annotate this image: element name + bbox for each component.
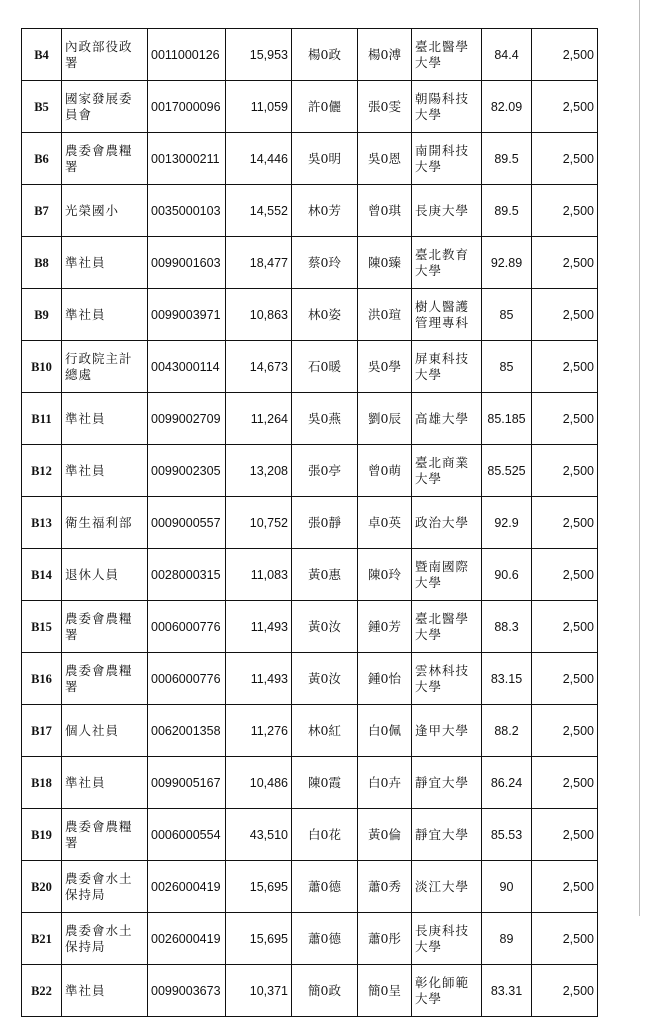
- unit-name: 準社員: [62, 965, 148, 1017]
- member-name: 白0花: [292, 809, 358, 861]
- row-number: B15: [22, 601, 62, 653]
- student-name: 蕭0彤: [358, 913, 412, 965]
- average-score: 85.525: [482, 445, 532, 497]
- average-score: 85.185: [482, 393, 532, 445]
- school-name: 暨南國際大學: [412, 549, 482, 601]
- school-name: 淡江大學: [412, 861, 482, 913]
- table-row: [22, 133, 598, 185]
- share-amount: 43,510: [226, 809, 292, 861]
- student-name: 白0佩: [358, 705, 412, 757]
- student-name: 鍾0芳: [358, 601, 412, 653]
- member-code: 0006000554: [148, 809, 226, 861]
- table-row: [22, 549, 598, 601]
- share-amount: 14,446: [226, 133, 292, 185]
- student-name: 陳0玲: [358, 549, 412, 601]
- member-code: 0006000776: [148, 653, 226, 705]
- average-score: 85: [482, 289, 532, 341]
- table-row: [22, 757, 598, 809]
- student-name: 吳0學: [358, 341, 412, 393]
- member-name: 吳0明: [292, 133, 358, 185]
- unit-name: 內政部役政署: [62, 29, 148, 81]
- unit-name: 行政院主計總處: [62, 341, 148, 393]
- award-amount: 2,500: [532, 237, 598, 289]
- row-number: B11: [22, 393, 62, 445]
- average-score: 83.31: [482, 965, 532, 1017]
- award-amount: 2,500: [532, 185, 598, 237]
- row-number: B22: [22, 965, 62, 1017]
- share-amount: 15,953: [226, 29, 292, 81]
- share-amount: 14,552: [226, 185, 292, 237]
- school-name: 靜宜大學: [412, 809, 482, 861]
- page-edge-line: [639, 0, 640, 916]
- table-row: [22, 29, 598, 81]
- average-score: 89: [482, 913, 532, 965]
- member-name: 張0亭: [292, 445, 358, 497]
- table-row: [22, 705, 598, 757]
- student-name: 洪0瑄: [358, 289, 412, 341]
- member-name: 蔡0玲: [292, 237, 358, 289]
- school-name: 樹人醫護管理專科: [412, 289, 482, 341]
- unit-name: 農委會農糧署: [62, 653, 148, 705]
- average-score: 84.4: [482, 29, 532, 81]
- unit-name: 光榮國小: [62, 185, 148, 237]
- school-name: 臺北醫學大學: [412, 601, 482, 653]
- table-row: [22, 809, 598, 861]
- member-code: 0006000776: [148, 601, 226, 653]
- average-score: 89.5: [482, 133, 532, 185]
- student-name: 劉0辰: [358, 393, 412, 445]
- school-name: 高雄大學: [412, 393, 482, 445]
- row-number: B12: [22, 445, 62, 497]
- award-amount: 2,500: [532, 601, 598, 653]
- table-row: [22, 861, 598, 913]
- member-name: 石0暖: [292, 341, 358, 393]
- school-name: 臺北醫學大學: [412, 29, 482, 81]
- table-row: [22, 965, 598, 1017]
- share-amount: 18,477: [226, 237, 292, 289]
- share-amount: 10,486: [226, 757, 292, 809]
- unit-name: 國家發展委員會: [62, 81, 148, 133]
- member-name: 林0芳: [292, 185, 358, 237]
- share-amount: 10,752: [226, 497, 292, 549]
- member-code: 0011000126: [148, 29, 226, 81]
- table-row: [22, 445, 598, 497]
- row-number: B4: [22, 29, 62, 81]
- school-name: 屏東科技大學: [412, 341, 482, 393]
- table-row: [22, 653, 598, 705]
- average-score: 89.5: [482, 185, 532, 237]
- share-amount: 15,695: [226, 861, 292, 913]
- member-name: 蕭0德: [292, 861, 358, 913]
- student-name: 陳0臻: [358, 237, 412, 289]
- average-score: 90.6: [482, 549, 532, 601]
- school-name: 政治大學: [412, 497, 482, 549]
- table-row: [22, 289, 598, 341]
- school-name: 朝陽科技大學: [412, 81, 482, 133]
- school-name: 臺北商業大學: [412, 445, 482, 497]
- share-amount: 11,083: [226, 549, 292, 601]
- member-code: 0099003673: [148, 965, 226, 1017]
- award-amount: 2,500: [532, 705, 598, 757]
- row-number: B13: [22, 497, 62, 549]
- unit-name: 農委會農糧署: [62, 601, 148, 653]
- member-code: 0017000096: [148, 81, 226, 133]
- award-amount: 2,500: [532, 497, 598, 549]
- row-number: B10: [22, 341, 62, 393]
- award-amount: 2,500: [532, 289, 598, 341]
- share-amount: 11,264: [226, 393, 292, 445]
- award-amount: 2,500: [532, 549, 598, 601]
- row-number: B20: [22, 861, 62, 913]
- row-number: B8: [22, 237, 62, 289]
- member-code: 0099005167: [148, 757, 226, 809]
- row-number: B17: [22, 705, 62, 757]
- school-name: 長庚科技大學: [412, 913, 482, 965]
- school-name: 彰化師範大學: [412, 965, 482, 1017]
- average-score: 92.9: [482, 497, 532, 549]
- member-code: 0062001358: [148, 705, 226, 757]
- share-amount: 11,493: [226, 601, 292, 653]
- share-amount: 14,673: [226, 341, 292, 393]
- member-name: 楊0政: [292, 29, 358, 81]
- award-amount: 2,500: [532, 81, 598, 133]
- member-name: 黃0汝: [292, 653, 358, 705]
- share-amount: 10,863: [226, 289, 292, 341]
- student-name: 蕭0秀: [358, 861, 412, 913]
- table-row: [22, 601, 598, 653]
- award-amount: 2,500: [532, 445, 598, 497]
- share-amount: 10,371: [226, 965, 292, 1017]
- unit-name: 退休人員: [62, 549, 148, 601]
- unit-name: 農委會農糧署: [62, 133, 148, 185]
- row-number: B5: [22, 81, 62, 133]
- award-amount: 2,500: [532, 653, 598, 705]
- row-number: B19: [22, 809, 62, 861]
- share-amount: 11,493: [226, 653, 292, 705]
- unit-name: 農委會水土保持局: [62, 861, 148, 913]
- unit-name: 個人社員: [62, 705, 148, 757]
- share-amount: 11,059: [226, 81, 292, 133]
- table-body: [22, 29, 598, 1017]
- school-name: 長庚大學: [412, 185, 482, 237]
- unit-name: 準社員: [62, 237, 148, 289]
- member-name: 陳0霞: [292, 757, 358, 809]
- average-score: 92.89: [482, 237, 532, 289]
- average-score: 88.3: [482, 601, 532, 653]
- member-code: 0026000419: [148, 913, 226, 965]
- member-code: 0099001603: [148, 237, 226, 289]
- member-code: 0035000103: [148, 185, 226, 237]
- member-code: 0028000315: [148, 549, 226, 601]
- table-row: [22, 393, 598, 445]
- member-code: 0043000114: [148, 341, 226, 393]
- student-name: 吳0恩: [358, 133, 412, 185]
- unit-name: 農委會水土保持局: [62, 913, 148, 965]
- award-amount: 2,500: [532, 913, 598, 965]
- row-number: B7: [22, 185, 62, 237]
- table-row: [22, 237, 598, 289]
- unit-name: 準社員: [62, 445, 148, 497]
- member-name: 吳0燕: [292, 393, 358, 445]
- member-name: 黃0惠: [292, 549, 358, 601]
- award-amount: 2,500: [532, 393, 598, 445]
- average-score: 85.53: [482, 809, 532, 861]
- school-name: 臺北教育大學: [412, 237, 482, 289]
- award-amount: 2,500: [532, 29, 598, 81]
- award-amount: 2,500: [532, 757, 598, 809]
- table-row: [22, 913, 598, 965]
- member-code: 0026000419: [148, 861, 226, 913]
- school-name: 雲林科技大學: [412, 653, 482, 705]
- school-name: 南開科技大學: [412, 133, 482, 185]
- award-amount: 2,500: [532, 133, 598, 185]
- student-name: 曾0琪: [358, 185, 412, 237]
- unit-name: 準社員: [62, 393, 148, 445]
- member-name: 黃0汝: [292, 601, 358, 653]
- average-score: 90: [482, 861, 532, 913]
- row-number: B16: [22, 653, 62, 705]
- unit-name: 農委會農糧署: [62, 809, 148, 861]
- member-name: 簡0政: [292, 965, 358, 1017]
- member-code: 0099002305: [148, 445, 226, 497]
- member-name: 許0儷: [292, 81, 358, 133]
- table-row: [22, 341, 598, 393]
- student-name: 張0雯: [358, 81, 412, 133]
- scholarship-table: [21, 28, 598, 1017]
- award-amount: 2,500: [532, 861, 598, 913]
- average-score: 88.2: [482, 705, 532, 757]
- unit-name: 準社員: [62, 757, 148, 809]
- student-name: 簡0呈: [358, 965, 412, 1017]
- table-row: [22, 81, 598, 133]
- share-amount: 11,276: [226, 705, 292, 757]
- student-name: 白0卉: [358, 757, 412, 809]
- table-row: [22, 185, 598, 237]
- student-name: 曾0萌: [358, 445, 412, 497]
- member-name: 林0紅: [292, 705, 358, 757]
- award-amount: 2,500: [532, 341, 598, 393]
- table-row: [22, 497, 598, 549]
- average-score: 85: [482, 341, 532, 393]
- row-number: B9: [22, 289, 62, 341]
- member-name: 林0姿: [292, 289, 358, 341]
- share-amount: 13,208: [226, 445, 292, 497]
- school-name: 靜宜大學: [412, 757, 482, 809]
- unit-name: 衛生福利部: [62, 497, 148, 549]
- row-number: B14: [22, 549, 62, 601]
- student-name: 卓0英: [358, 497, 412, 549]
- member-code: 0009000557: [148, 497, 226, 549]
- unit-name: 準社員: [62, 289, 148, 341]
- member-code: 0099002709: [148, 393, 226, 445]
- member-name: 張0靜: [292, 497, 358, 549]
- student-name: 楊0溥: [358, 29, 412, 81]
- average-score: 82.09: [482, 81, 532, 133]
- student-name: 鍾0怡: [358, 653, 412, 705]
- award-amount: 2,500: [532, 965, 598, 1017]
- school-name: 逢甲大學: [412, 705, 482, 757]
- row-number: B18: [22, 757, 62, 809]
- row-number: B21: [22, 913, 62, 965]
- row-number: B6: [22, 133, 62, 185]
- average-score: 83.15: [482, 653, 532, 705]
- average-score: 86.24: [482, 757, 532, 809]
- share-amount: 15,695: [226, 913, 292, 965]
- member-code: 0099003971: [148, 289, 226, 341]
- member-code: 0013000211: [148, 133, 226, 185]
- award-amount: 2,500: [532, 809, 598, 861]
- member-name: 蕭0德: [292, 913, 358, 965]
- student-name: 黃0倫: [358, 809, 412, 861]
